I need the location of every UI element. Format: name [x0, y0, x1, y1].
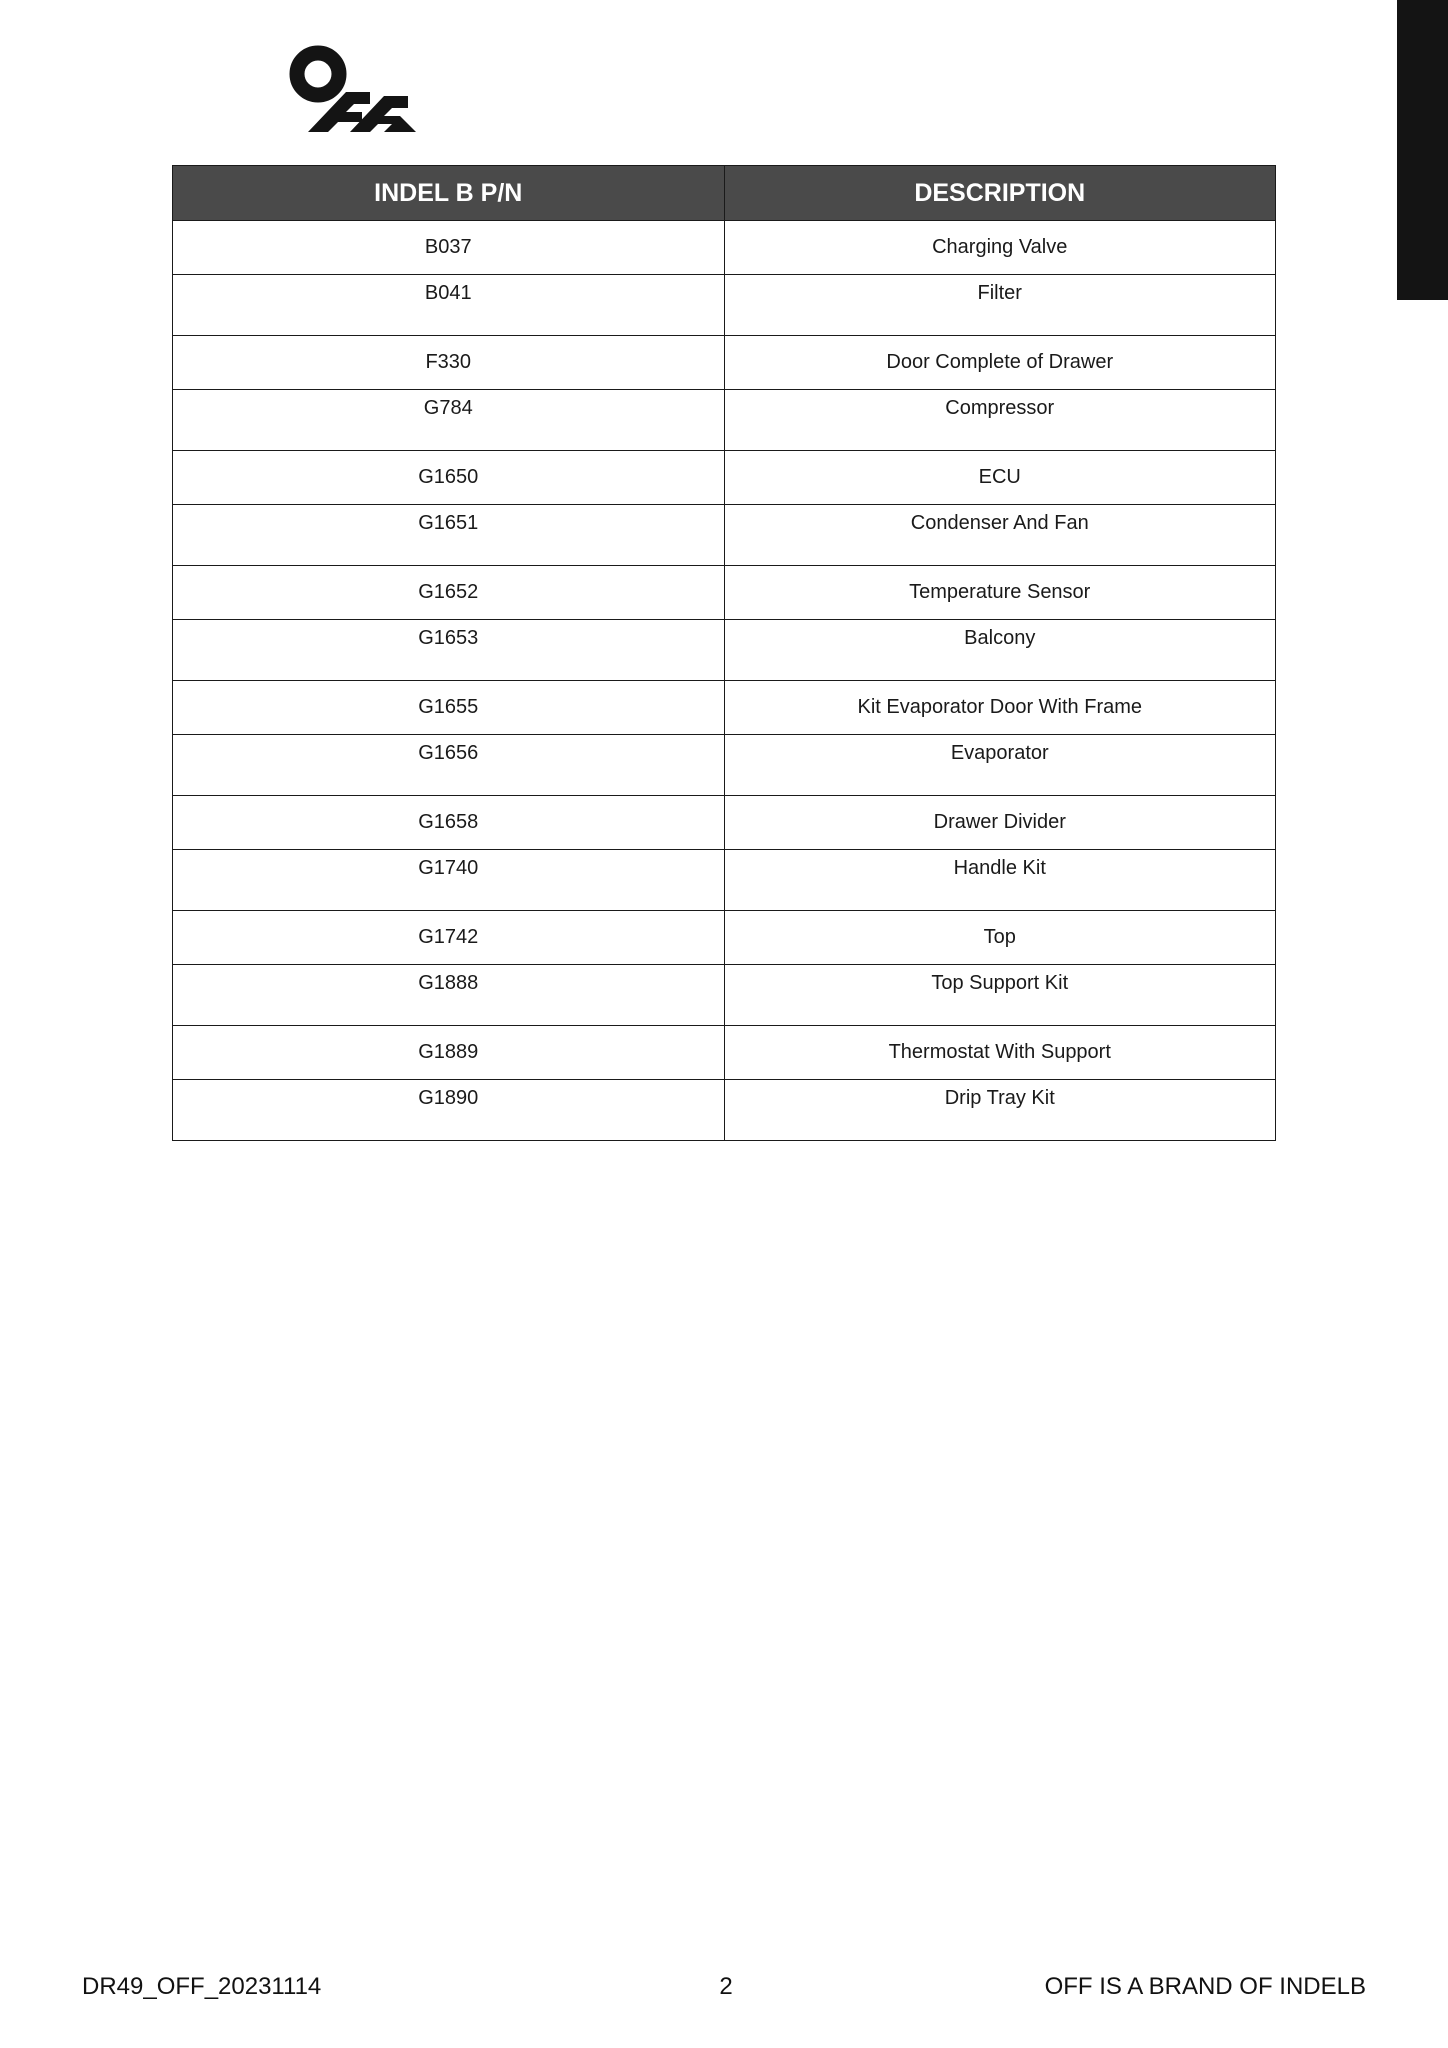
- table-row: [173, 796, 1276, 850]
- footer-page-number: 2: [719, 1973, 733, 2000]
- part-number-cell: G1888: [173, 965, 725, 1026]
- footer-doc-code: DR49_OFF_20231114: [82, 1973, 322, 2000]
- description-cell: Door Complete of Drawer: [724, 336, 1276, 390]
- table-row: [173, 911, 1276, 965]
- part-number-cell: G1889: [173, 1026, 725, 1080]
- table-row: [173, 850, 1276, 911]
- description-cell: Kit Evaporator Door With Frame: [724, 681, 1276, 735]
- table-row: [173, 336, 1276, 390]
- description-cell: Charging Valve: [724, 221, 1276, 275]
- off-logo-icon: [288, 44, 420, 136]
- table-row: [173, 965, 1276, 1026]
- part-number-cell: G1740: [173, 850, 725, 911]
- table-row: [173, 505, 1276, 566]
- part-number-cell: G784: [173, 390, 725, 451]
- table-row: [173, 221, 1276, 275]
- description-cell: Drip Tray Kit: [724, 1080, 1276, 1141]
- description-cell: Evaporator: [724, 735, 1276, 796]
- description-cell: Top: [724, 911, 1276, 965]
- part-number-cell: B037: [173, 221, 725, 275]
- part-number-cell: G1650: [173, 451, 725, 505]
- table-row: [173, 566, 1276, 620]
- footer-brand-note: OFF IS A BRAND OF INDELB: [1044, 1973, 1366, 2000]
- description-cell: Balcony: [724, 620, 1276, 681]
- table-row: [173, 735, 1276, 796]
- description-cell: Temperature Sensor: [724, 566, 1276, 620]
- off-brand-logo: [288, 44, 420, 136]
- description-cell: Drawer Divider: [724, 796, 1276, 850]
- part-number-cell: G1890: [173, 1080, 725, 1141]
- part-number-cell: G1655: [173, 681, 725, 735]
- table-row: [173, 275, 1276, 336]
- header-part-number: INDEL B P/N: [173, 166, 725, 221]
- table-row: [173, 390, 1276, 451]
- table-row: [173, 681, 1276, 735]
- table-row: [173, 1080, 1276, 1141]
- side-tab-marker: [1397, 0, 1448, 300]
- part-number-cell: G1653: [173, 620, 725, 681]
- description-cell: Filter: [724, 275, 1276, 336]
- part-number-cell: G1652: [173, 566, 725, 620]
- table-row: [173, 620, 1276, 681]
- parts-table: [172, 165, 1276, 1141]
- part-number-cell: G1656: [173, 735, 725, 796]
- part-number-cell: B041: [173, 275, 725, 336]
- part-number-cell: G1658: [173, 796, 725, 850]
- table-row: [173, 451, 1276, 505]
- description-cell: ECU: [724, 451, 1276, 505]
- header-description: DESCRIPTION: [724, 166, 1276, 221]
- description-cell: Top Support Kit: [724, 965, 1276, 1026]
- description-cell: Compressor: [724, 390, 1276, 451]
- part-number-cell: F330: [173, 336, 725, 390]
- table-header-row: [173, 166, 1276, 221]
- table-row: [173, 1026, 1276, 1080]
- description-cell: Thermostat With Support: [724, 1026, 1276, 1080]
- part-number-cell: G1651: [173, 505, 725, 566]
- description-cell: Condenser And Fan: [724, 505, 1276, 566]
- description-cell: Handle Kit: [724, 850, 1276, 911]
- part-number-cell: G1742: [173, 911, 725, 965]
